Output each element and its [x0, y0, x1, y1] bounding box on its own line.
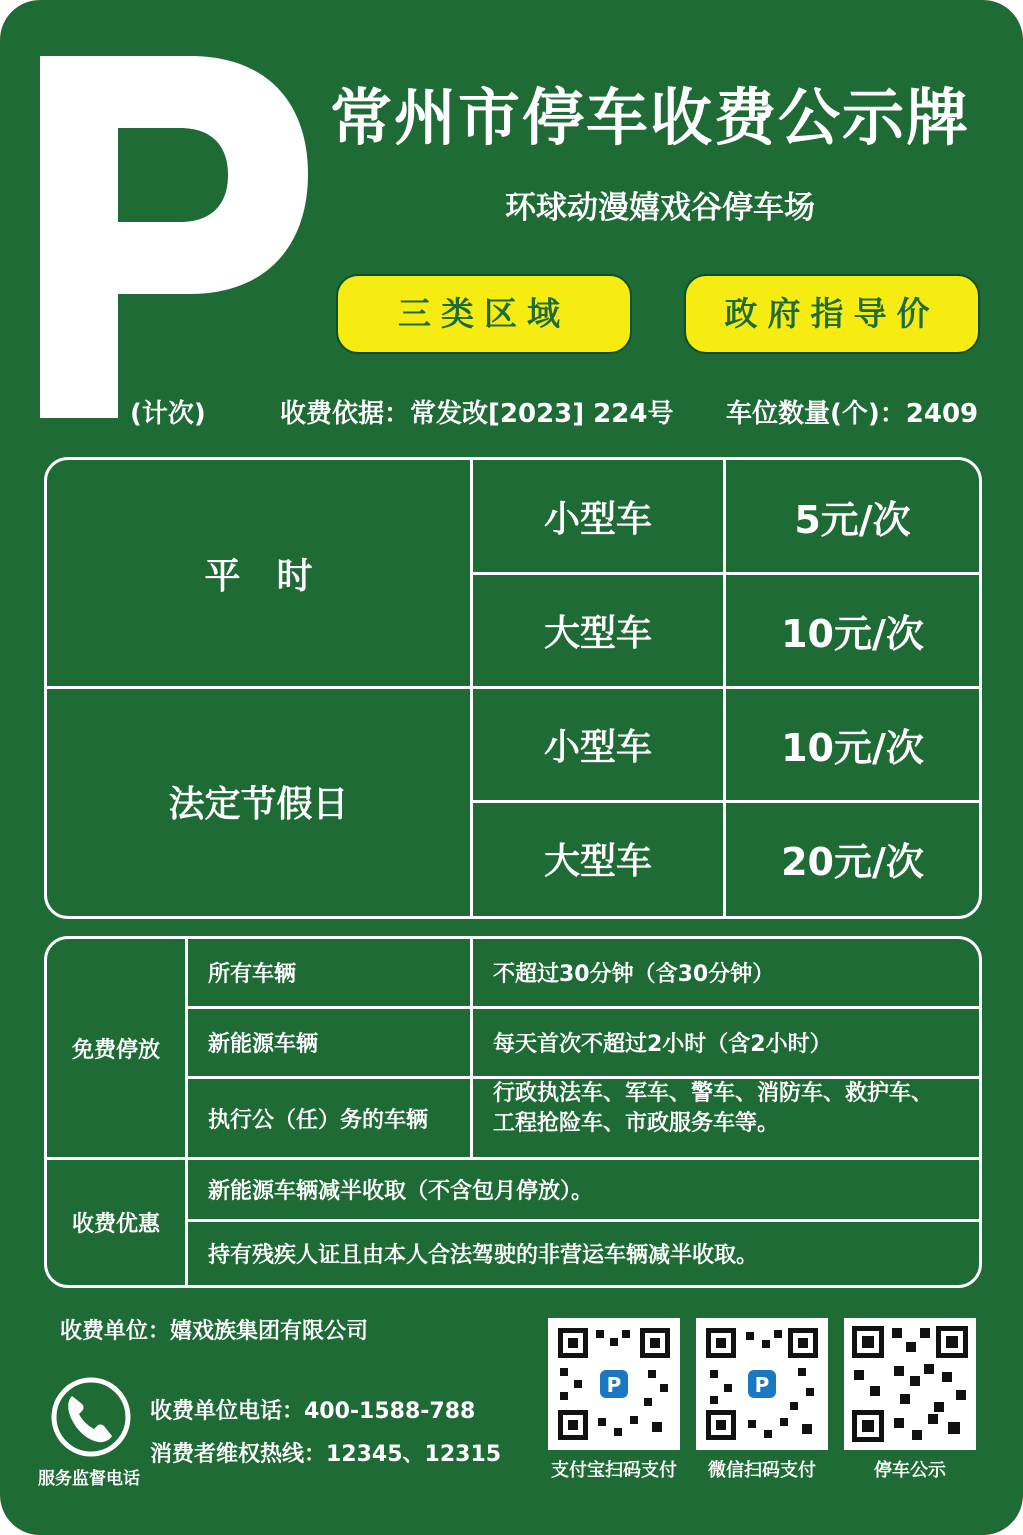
- svg-text:P: P: [754, 1373, 770, 1397]
- price-type-badge: 政府指导价: [684, 274, 980, 354]
- svg-text:P: P: [606, 1373, 622, 1397]
- qr-caption: 微信扫码支付: [708, 1460, 816, 1481]
- qr-pattern-icon: [548, 1318, 680, 1450]
- vehicle-type: 大型车: [543, 613, 652, 654]
- rate-price: 20元/次: [781, 839, 924, 884]
- holiday-label: 法定节假日: [168, 783, 349, 825]
- billing-mode: (计次): [130, 399, 206, 429]
- fee-unit: 收费单位：嬉戏族集团有限公司: [60, 1319, 369, 1344]
- exemptions-table: [44, 936, 982, 1288]
- free-vehicle-type: 所有车辆: [208, 962, 297, 987]
- zone-badge: 三类区域: [336, 274, 632, 354]
- qr-caption: 支付宝扫码支付: [551, 1460, 677, 1481]
- free-vehicle-type: 执行公（任）务的车辆: [208, 1107, 429, 1133]
- free-vehicle-type: 新能源车辆: [208, 1032, 319, 1057]
- free-parking-label: 免费停放: [71, 1037, 160, 1063]
- free-rule: 每天首次不超过2小时（含2小时）: [493, 1032, 832, 1057]
- sign-title: 常州市停车收费公示牌: [330, 81, 971, 154]
- wechat-qr-code[interactable]: [696, 1318, 828, 1450]
- fee-basis: 收费依据：常发改[2023] 224号: [280, 399, 674, 429]
- rate-price: 5元/次: [794, 497, 911, 542]
- rate-price: 10元/次: [781, 726, 924, 770]
- rate-price: 10元/次: [781, 612, 924, 656]
- vehicle-type: 大型车: [543, 840, 652, 882]
- free-rule-line: 行政执法车、军车、警车、消防车、救护车、: [493, 1081, 934, 1106]
- phone-icon: [50, 1376, 132, 1458]
- free-rule-line: 工程抢险车、市政服务车等。: [493, 1111, 780, 1136]
- vehicle-type: 小型车: [543, 727, 652, 768]
- normal-days-label: 平 时: [204, 555, 313, 597]
- discount-label: 收费优惠: [71, 1212, 160, 1237]
- qr-pattern-icon: [696, 1318, 828, 1450]
- qr-caption: 停车公示: [874, 1460, 946, 1481]
- parking-lot-name: 环球动漫嬉戏谷停车场: [505, 190, 815, 226]
- discount-rule: 持有残疾人证且由本人合法驾驶的非营运车辆减半收取。: [208, 1243, 759, 1268]
- fee-unit-phone: 收费单位电话：400-1588-788: [150, 1399, 476, 1424]
- parking-notice-qr-code[interactable]: [844, 1318, 976, 1450]
- vehicle-type: 小型车: [543, 498, 652, 540]
- qr-pattern-icon: [844, 1318, 976, 1450]
- consumer-hotline: 消费者维权热线：12345、12315: [150, 1442, 502, 1467]
- parking-p-logo-icon: [40, 56, 320, 426]
- rates-table: [44, 457, 982, 919]
- space-count: 车位数量(个)：2409: [726, 399, 979, 429]
- phone-caption: 服务监督电话: [38, 1469, 140, 1489]
- discount-rule: 新能源车辆减半收取（不含包月停放）。: [208, 1179, 594, 1204]
- alipay-qr-code[interactable]: [548, 1318, 680, 1450]
- free-rule: 不超过30分钟（含30分钟）: [493, 962, 775, 987]
- free-rule: [473, 1079, 979, 1157]
